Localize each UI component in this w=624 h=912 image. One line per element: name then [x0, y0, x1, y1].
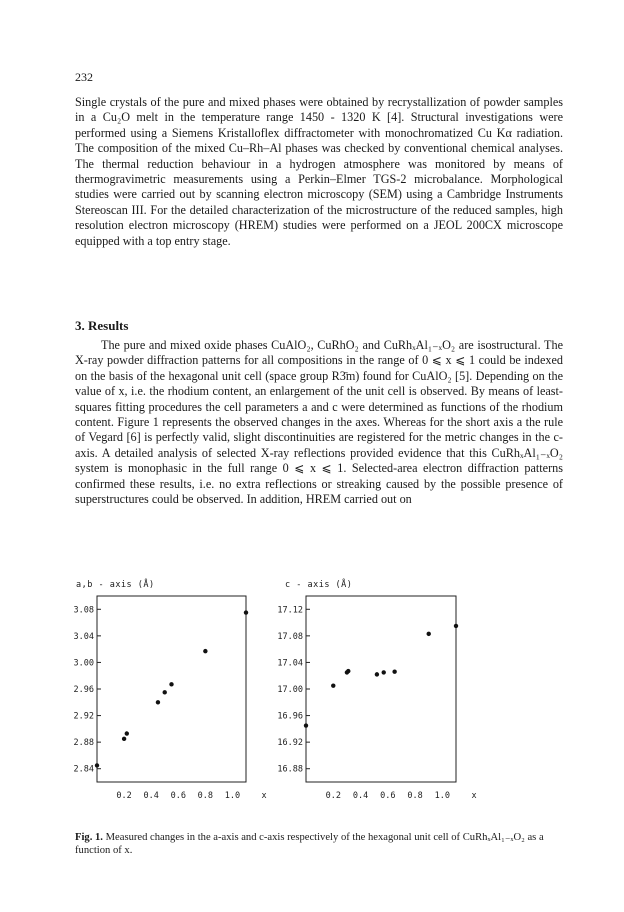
y-tick-label: 2.96	[73, 685, 94, 695]
data-point	[382, 670, 386, 674]
x-tick-label: 0.8	[197, 791, 214, 801]
figure-caption	[75, 831, 565, 857]
y-tick-label: 16.88	[277, 764, 303, 775]
data-point	[346, 669, 350, 673]
y-tick-label: 3.04	[73, 631, 94, 642]
y-tick-label: 17.04	[277, 658, 303, 669]
y-tick-label: 17.12	[277, 605, 303, 616]
data-point	[331, 683, 335, 687]
y-tick-label: 2.84	[73, 764, 94, 775]
x-tick-label: 0.4	[143, 791, 159, 801]
chart-c-axis	[0, 588, 624, 828]
x-tick-label: 1.0	[224, 791, 241, 801]
x-tick-label: 0.8	[407, 791, 423, 801]
x-tick-label: 0.2	[325, 791, 341, 801]
x-tick-label: 1.0	[434, 791, 451, 801]
x-axis-label: x	[261, 791, 267, 801]
y-tick-label: 2.92	[73, 711, 94, 722]
data-point	[304, 723, 308, 727]
caption-text: Measured changes in the a-axis and c-axis respectively of the hexagonal unit cell of CuRhₓAl₁₋ₓO₂ as a function of x.	[75, 832, 544, 856]
y-tick-label: 16.96	[277, 711, 303, 722]
y-tick-label: 17.00	[277, 685, 303, 695]
x-tick-label: 0.6	[380, 791, 396, 801]
data-point	[392, 670, 396, 674]
y-tick-label: 16.92	[277, 738, 303, 749]
caption-label: Fig. 1.	[75, 832, 103, 843]
left-y-axis-title: a,b - axis (Å)	[76, 580, 155, 590]
x-axis-label: x	[471, 791, 477, 801]
y-tick-label: 2.88	[73, 738, 94, 749]
data-point	[454, 624, 458, 628]
section-heading: 3. Results	[75, 318, 129, 333]
plot-frame	[306, 596, 456, 782]
y-tick-label: 3.00	[73, 658, 94, 669]
y-tick-label: 17.08	[277, 631, 303, 642]
paragraph-results: The pure and mixed oxide phases CuAlO₂, CuRhO₂ and CuRhₓAl₁₋ₓO₂ are isostructural. The X-ray powder diffraction patterns for all compositions in the range of 0 ⩽ x ⩽ 1 could be indexed on the basis of the hexagonal unit cell (space group R3̄m) found for CuAlO₂ [5]. Depending on the value of x, i.e. the rhodium content, an enlargement of the unit cell is observed. By means of least-squares fitting procedures the cell parameters a and c were determined as functions of the rhodium content. Figure 1 represents the observed changes in the axes. Whereas for the short axis a the rule of Vegard [6] is perfectly valid, slight discontinuities are registered for the metric changes in the c-axis. A detailed analysis of selected X-ray reflections provided evidence that this CuRhₓAl₁₋ₓO₂ system is monophasic in the full range 0 ⩽ x ⩽ 1. Selected-area electron diffraction patterns confirmed these results, i.e. no extra reflections or streaking caused by the possible presence of superstructures could be observed. In addition, HREM carried out on	[75, 338, 563, 507]
x-tick-label: 0.2	[116, 791, 132, 801]
x-tick-label: 0.4	[352, 791, 369, 801]
x-tick-label: 0.6	[170, 791, 186, 801]
y-tick-label: 3.08	[73, 605, 94, 616]
paragraph-methods: Single crystals of the pure and mixed phases were obtained by recrystallization of powder samples in a Cu₂O melt in the temperature range 1450 - 1320 K [4]. Structural investigations were performed using a Siemens Kristalloflex diffractometer with monochromatized Cu Kα radiation. The composition of the mixed Cu–Rh–Al phases was checked by conventional chemical analyses. The thermal reduction behaviour in a hydrogen atmosphere was monitored by means of thermogravimetric measurements using a Perkin–Elmer TGS-2 microbalance. Morphological studies were carried out by scanning electron microscopy (SEM) using a Cambridge Instruments Stereoscan III. For the detailed characterization of the microstructure of the reduced samples, high resolution electron microscopy (HREM) studies were performed on a JEOL 200CX microscope equipped with a top entry stage.	[75, 95, 563, 248]
right-y-axis-title: c - axis (Å)	[285, 580, 353, 590]
data-point	[375, 672, 379, 676]
page-number: 232	[75, 70, 93, 84]
data-point	[427, 632, 431, 636]
